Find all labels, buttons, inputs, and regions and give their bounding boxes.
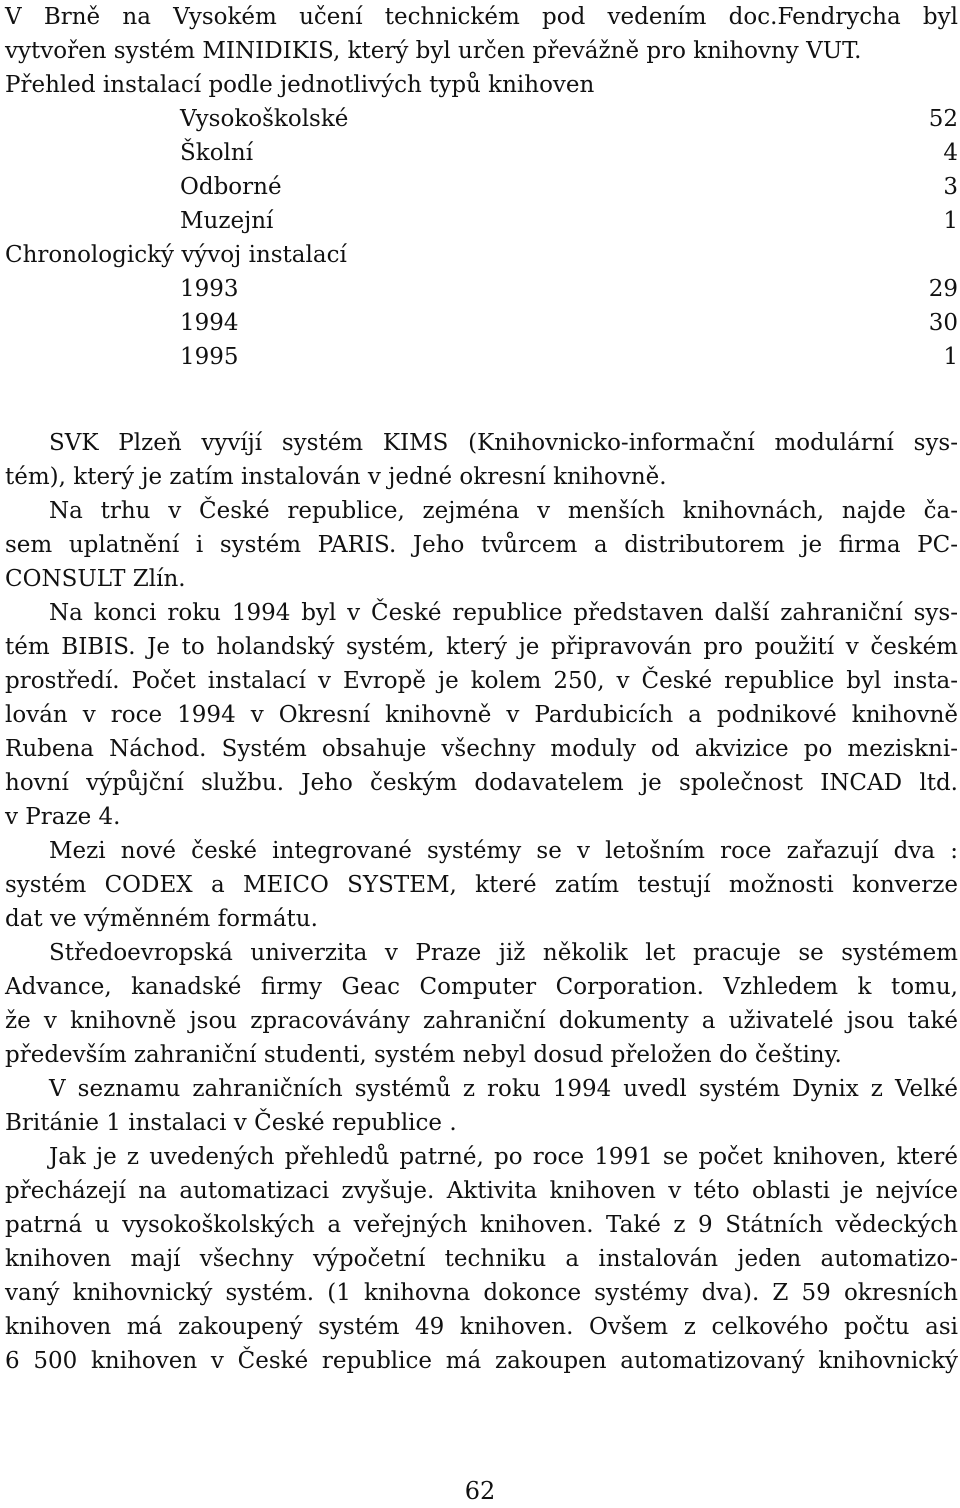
types-table xyxy=(5,102,958,238)
paragraph-line: tém BIBIS. Je to holandský systém, který je připravován pro použití v českém xyxy=(5,634,958,660)
paragraph xyxy=(5,936,958,1072)
types-row xyxy=(5,136,958,170)
types-value: 3 xyxy=(943,174,958,200)
intro-line: vytvořen systém MINIDIKIS, který byl určen převážně pro knihovny VUT. xyxy=(5,38,862,64)
document-page xyxy=(5,0,958,1378)
body-text xyxy=(5,426,958,1378)
paragraph-line: knihoven má zakoupený systém 49 knihoven. Ovšem z celkového počtu asi xyxy=(5,1314,958,1340)
paragraph xyxy=(5,1140,958,1378)
paragraph-line: SVK Plzeň vyvíjí systém KIMS (Knihovnicko-informační modulární sys- xyxy=(49,430,958,456)
paragraph-line: patrná u vysokoškolských a veřejných knihoven. Také z 9 Státních vědeckých xyxy=(5,1212,958,1238)
paragraph-line: Středoevropská univerzita v Praze již několik let pracuje se systémem xyxy=(49,940,958,966)
paragraph-line: Na konci roku 1994 byl v České republice představen další zahraniční sys- xyxy=(49,600,958,626)
chrono-value: 29 xyxy=(928,276,958,302)
paragraph-line: knihoven mají všechny výpočetní techniku a instalován jeden automatizo- xyxy=(5,1246,958,1272)
types-row xyxy=(5,102,958,136)
paragraph xyxy=(5,426,958,494)
paragraph-line: sem uplatnění i systém PARIS. Jeho tvůrcem a distributorem je firma PC- xyxy=(5,532,958,558)
types-label: Vysokoškolské xyxy=(180,106,349,132)
chrono-label: 1995 xyxy=(180,344,239,370)
paragraph-line: lován v roce 1994 v Okresní knihovně v Pardubicích a podnikové knihovně xyxy=(5,702,958,728)
paragraph-line: v Praze 4. xyxy=(5,804,121,830)
paragraph-line: Británie 1 instalaci v České republice . xyxy=(5,1110,457,1136)
paragraph-line: CONSULT Zlín. xyxy=(5,566,186,592)
types-heading: Přehled instalací podle jednotlivých typů knihoven xyxy=(5,72,595,98)
paragraph-line: prostředí. Počet instalací v Evropě je kolem 250, v České republice byl insta- xyxy=(5,668,958,694)
paragraph-line: V seznamu zahraničních systémů z roku 1994 uvedl systém Dynix z Velké xyxy=(49,1076,958,1102)
paragraph-line: dat ve výměnném formátu. xyxy=(5,906,318,932)
intro-paragraph xyxy=(5,0,958,68)
intro-line: V Brně na Vysokém učení technickém pod vedením doc.Fendrycha byl xyxy=(5,4,958,30)
paragraph-line: tém), který je zatím instalován v jedné okresní knihovně. xyxy=(5,464,667,490)
types-row xyxy=(5,170,958,204)
chrono-label: 1993 xyxy=(180,276,239,302)
paragraph-line: Jak je z uvedených přehledů patrné, po roce 1991 se počet knihoven, které xyxy=(49,1144,958,1170)
types-value: 1 xyxy=(943,208,958,234)
paragraph-line: vaný knihovnický systém. (1 knihovna dokonce systémy dva). Z 59 okresních xyxy=(5,1280,958,1306)
page-number: 62 xyxy=(464,1477,496,1505)
chrono-label: 1994 xyxy=(180,310,239,336)
types-row xyxy=(5,204,958,238)
paragraph xyxy=(5,1072,958,1140)
paragraph-line: Na trhu v České republice, zejména v menších knihovnách, najde ča- xyxy=(49,498,958,524)
types-label: Školní xyxy=(180,140,254,166)
chrono-row xyxy=(5,272,958,306)
chrono-heading: Chronologický vývoj instalací xyxy=(5,242,347,268)
chrono-table xyxy=(5,272,958,374)
chrono-value: 30 xyxy=(928,310,958,336)
paragraph xyxy=(5,596,958,834)
types-value: 52 xyxy=(928,106,958,132)
types-value: 4 xyxy=(943,140,958,166)
types-label: Odborné xyxy=(180,174,282,200)
paragraph xyxy=(5,494,958,596)
paragraph-line: že v knihovně jsou zpracovávány zahraniční dokumenty a uživatelé jsou také xyxy=(5,1008,958,1034)
paragraph-line: Rubena Náchod. Systém obsahuje všechny moduly od akvizice po meziskni- xyxy=(5,736,958,762)
paragraph xyxy=(5,834,958,936)
paragraph-line: Advance, kanadské firmy Geac Computer Corporation. Vzhledem k tomu, xyxy=(5,974,958,1000)
chrono-value: 1 xyxy=(943,344,958,370)
types-label: Muzejní xyxy=(180,208,274,234)
paragraph-line: systém CODEX a MEICO SYSTEM, které zatím testují možnosti konverze xyxy=(5,872,958,898)
paragraph-line: hovní výpůjční službu. Jeho českým dodavatelem je společnost INCAD ltd. xyxy=(5,770,958,796)
paragraph-line: přecházejí na automatizaci zvyšuje. Aktivita knihoven v této oblasti je nejvíce xyxy=(5,1178,958,1204)
paragraph-line: především zahraniční studenti, systém nebyl dosud přeložen do češtiny. xyxy=(5,1042,842,1068)
paragraph-line: 6 500 knihoven v České republice má zakoupen automatizovaný knihovnický xyxy=(5,1348,958,1374)
chrono-row xyxy=(5,340,958,374)
section-gap xyxy=(5,374,958,426)
paragraph-line: Mezi nové české integrované systémy se v letošním roce zařazují dva : xyxy=(49,838,958,864)
chrono-row xyxy=(5,306,958,340)
